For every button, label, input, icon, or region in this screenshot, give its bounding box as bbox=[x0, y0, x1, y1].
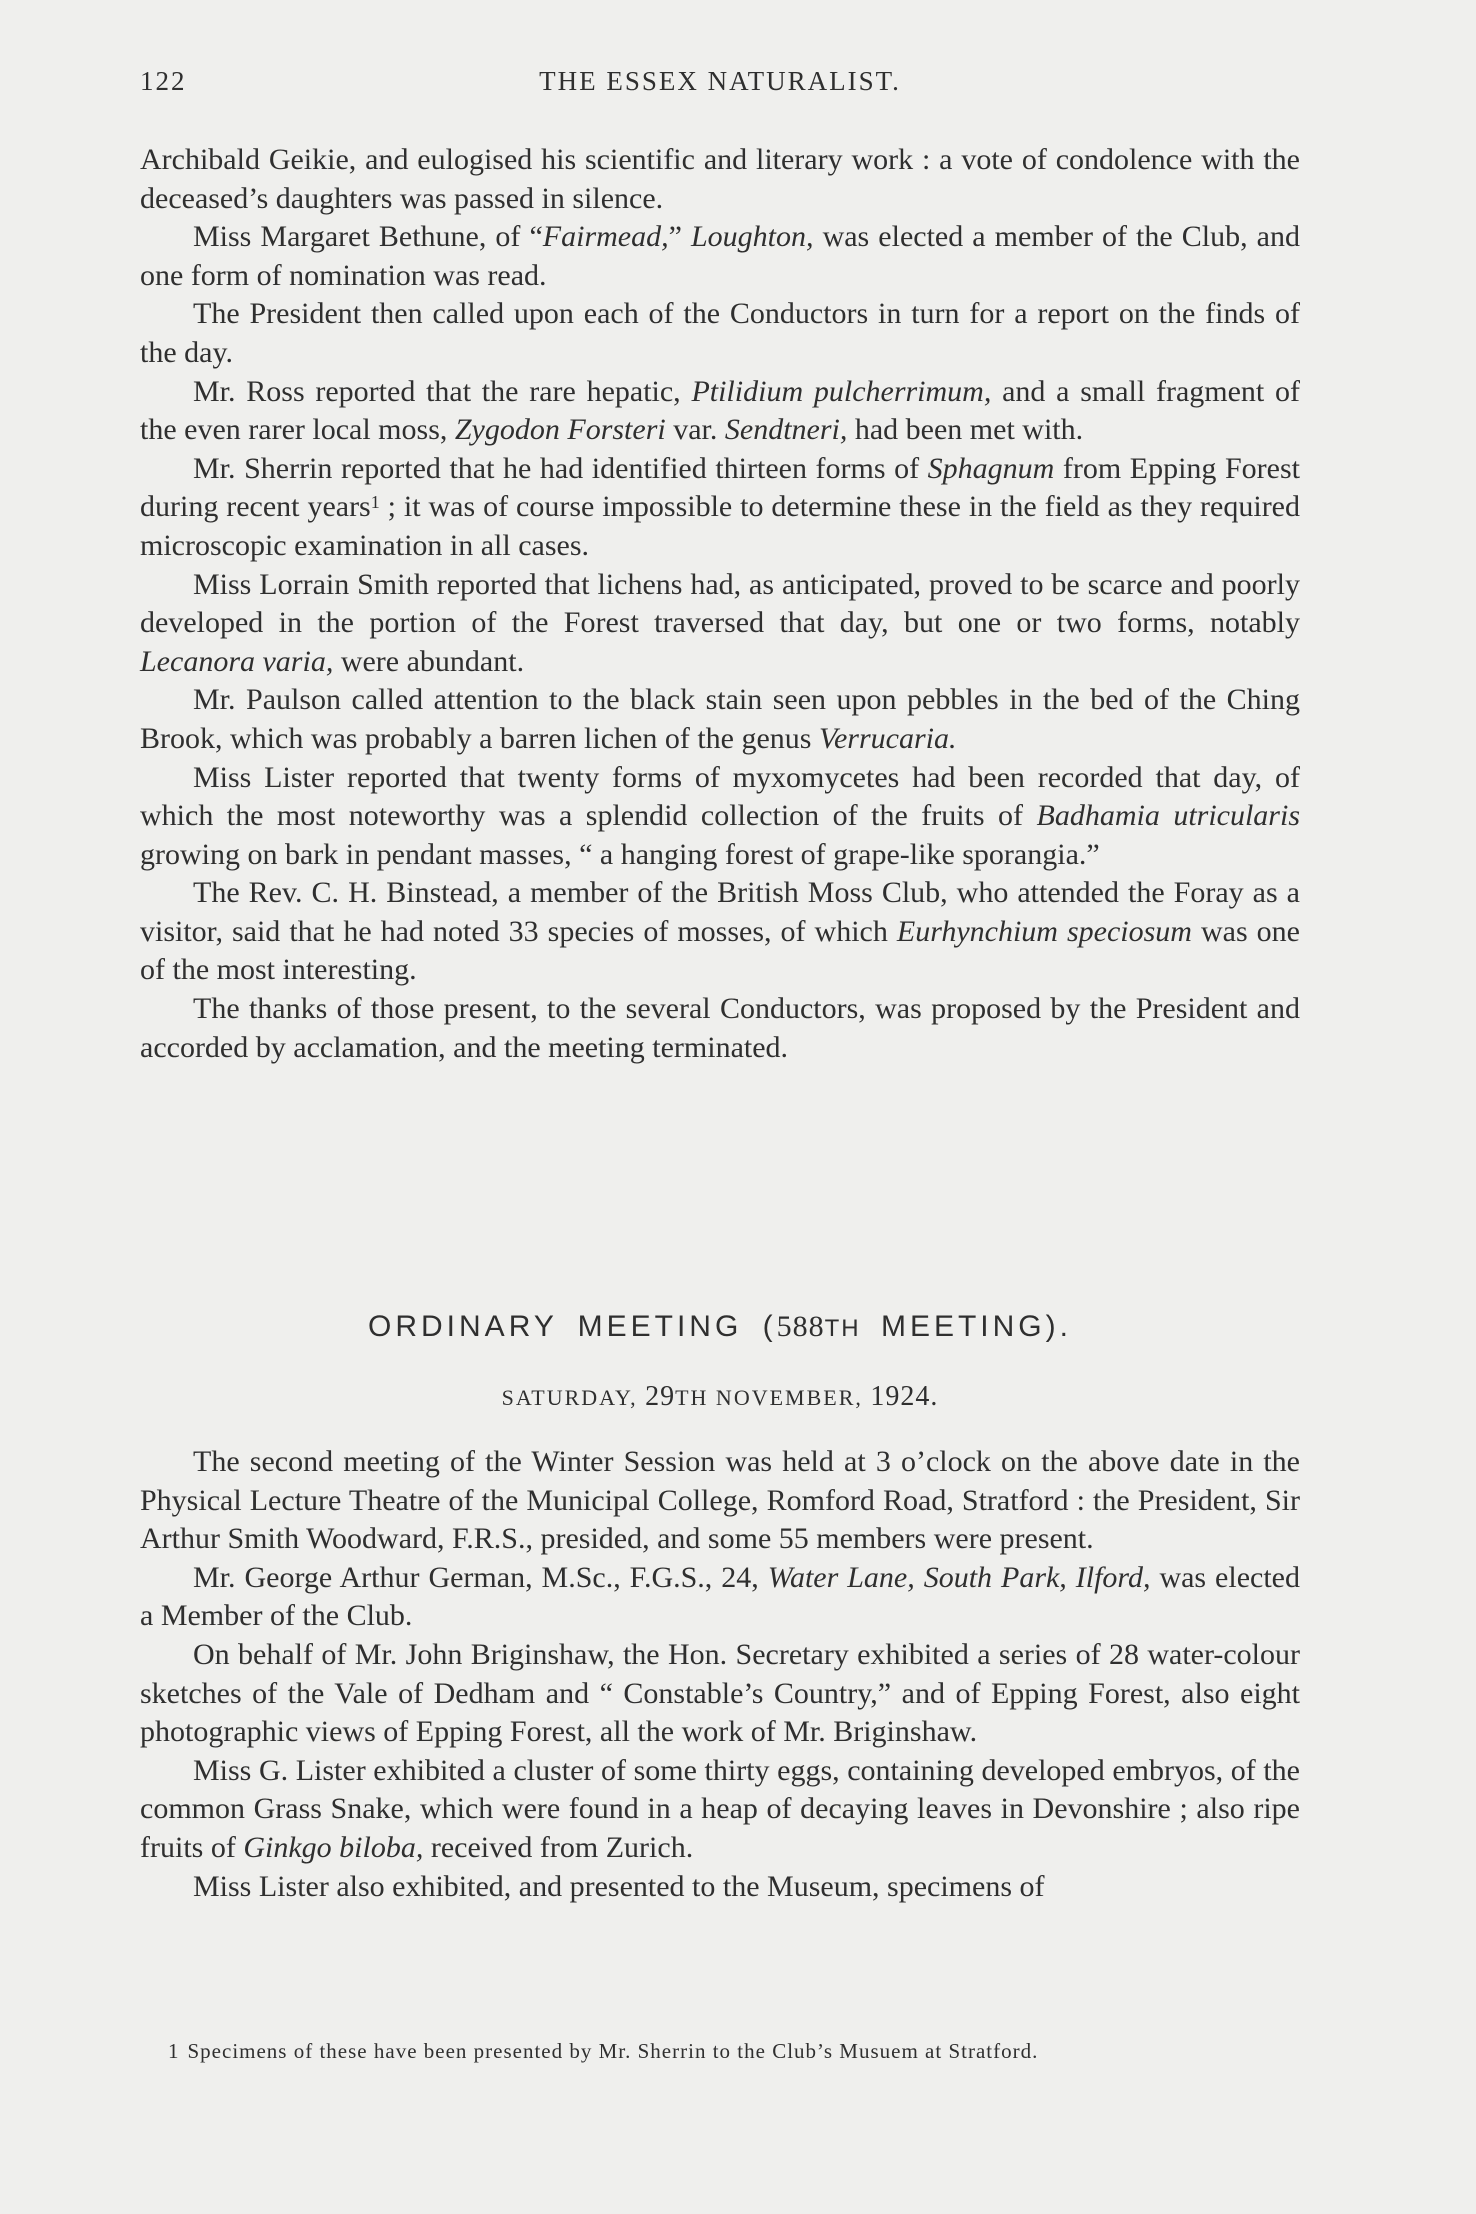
paragraph-lorrain-smith: Miss Lorrain Smith reported that lichens had, as anticipated, proved to be scarce and poorly developed in the portion of the Forest traversed that day, but one or two forms, notably Lecanora varia, were abundant. bbox=[140, 567, 1300, 678]
page-number: 122 bbox=[140, 66, 187, 96]
meeting-report-text bbox=[140, 1443, 1300, 1906]
paragraph-second-meeting: The second meeting of the Winter Session was held at 3 o’clock on the above date in the Physical Lecture Theatre of the Municipal College, Romford Road, Stratford : the President, Sir Arthur Smith Woodward, F.R.S., presided, and some 55 members were present. bbox=[140, 1445, 1300, 1556]
paragraph-museum-specimens: Miss Lister also exhibited, and presented to the Museum, specimens of bbox=[193, 1869, 1045, 1903]
paragraph-sherrin: Mr. Sherrin reported that he had identified thirteen forms of Sphagnum from Epping Forest during recent years$^1$ ; it was of course impossible to determine these in the field as they required microscopic examination in all cases. bbox=[140, 451, 1300, 562]
footnote-reference: 1 bbox=[370, 492, 380, 513]
footnote bbox=[140, 2038, 1300, 2064]
footnote-text: Specimens of these have been presented by Mr. Sherrin to the Club’s Musuem at Stratford. bbox=[187, 2039, 1039, 2063]
paragraph-geikie: Archibald Geikie, and eulogised his scientific and literary work : a vote of condolence with the deceased’s daughters was passed in silence. bbox=[140, 143, 1300, 215]
paragraph-german: Mr. George Arthur German, M.Sc., F.G.S., 24, Water Lane, South Park, Ilford, was elected a Member of the Club. bbox=[140, 1560, 1300, 1633]
meeting-heading: ORDINARY MEETING (588TH MEETING). bbox=[368, 1310, 1072, 1343]
foray-report-text bbox=[140, 141, 1300, 1067]
running-head bbox=[140, 66, 1300, 106]
paragraph-briginshaw: On behalf of Mr. John Briginshaw, the Hon. Secretary exhibited a series of 28 water-colour sketches of the Vale of Dedham and “ Constable’s Country,” and of Epping Forest, also eight photographic views of Epping Forest, all the work of Mr. Briginshaw. bbox=[140, 1637, 1300, 1749]
paragraph-bethune: Miss Margaret Bethune, of “Fairmead,” Loughton, was elected a member of the Club, and one form of nomination was read. bbox=[140, 220, 1300, 292]
paragraph-grass-snake: Miss G. Lister exhibited a cluster of some thirty eggs, containing developed embryos, of the common Grass Snake, which were found in a heap of decaying leaves in Devonshire ; also ripe fruits of Ginkgo biloba, received from Zurich. bbox=[140, 1753, 1300, 1864]
paragraph-paulson: Mr. Paulson called attention to the black stain seen upon pebbles in the bed of the Ching Brook, which was probably a barren lichen of the genus Verrucaria. bbox=[140, 683, 1300, 755]
footnote-mark: 1 bbox=[168, 2039, 180, 2063]
paragraph-binstead: The Rev. C. H. Binstead, a member of the British Moss Club, who attended the Foray as a visitor, said that he had noted 33 species of mosses, of which Eurhynchium speciosum was one of the most interesting. bbox=[140, 876, 1300, 987]
paragraph-lister-myxomycetes: Miss Lister reported that twenty forms of myxomycetes had been recorded that day, of which the most noteworthy was a splendid collection of the fruits of Badhamia utricularis growing on bark in pendant masses, “ a hanging forest of grape-like sporangia.” bbox=[140, 760, 1300, 871]
paragraph-conductors: The President then called upon each of the Conductors in turn for a report on the finds of the day. bbox=[140, 297, 1300, 369]
paragraph-thanks: The thanks of those present, to the several Conductors, was proposed by the President and accorded by acclamation, and the meeting terminated. bbox=[140, 992, 1300, 1064]
meeting-date: SATURDAY, 29TH NOVEMBER, 1924. bbox=[501, 1381, 939, 1412]
paragraph-ross: Mr. Ross reported that the rare hepatic, Ptilidium pulcherrimum, and a small fragment of the even rarer local moss, Zygodon Forsteri var. Sendtneri, had been met with. bbox=[140, 374, 1300, 447]
journal-title: THE ESSEX NATURALIST. bbox=[539, 66, 901, 96]
